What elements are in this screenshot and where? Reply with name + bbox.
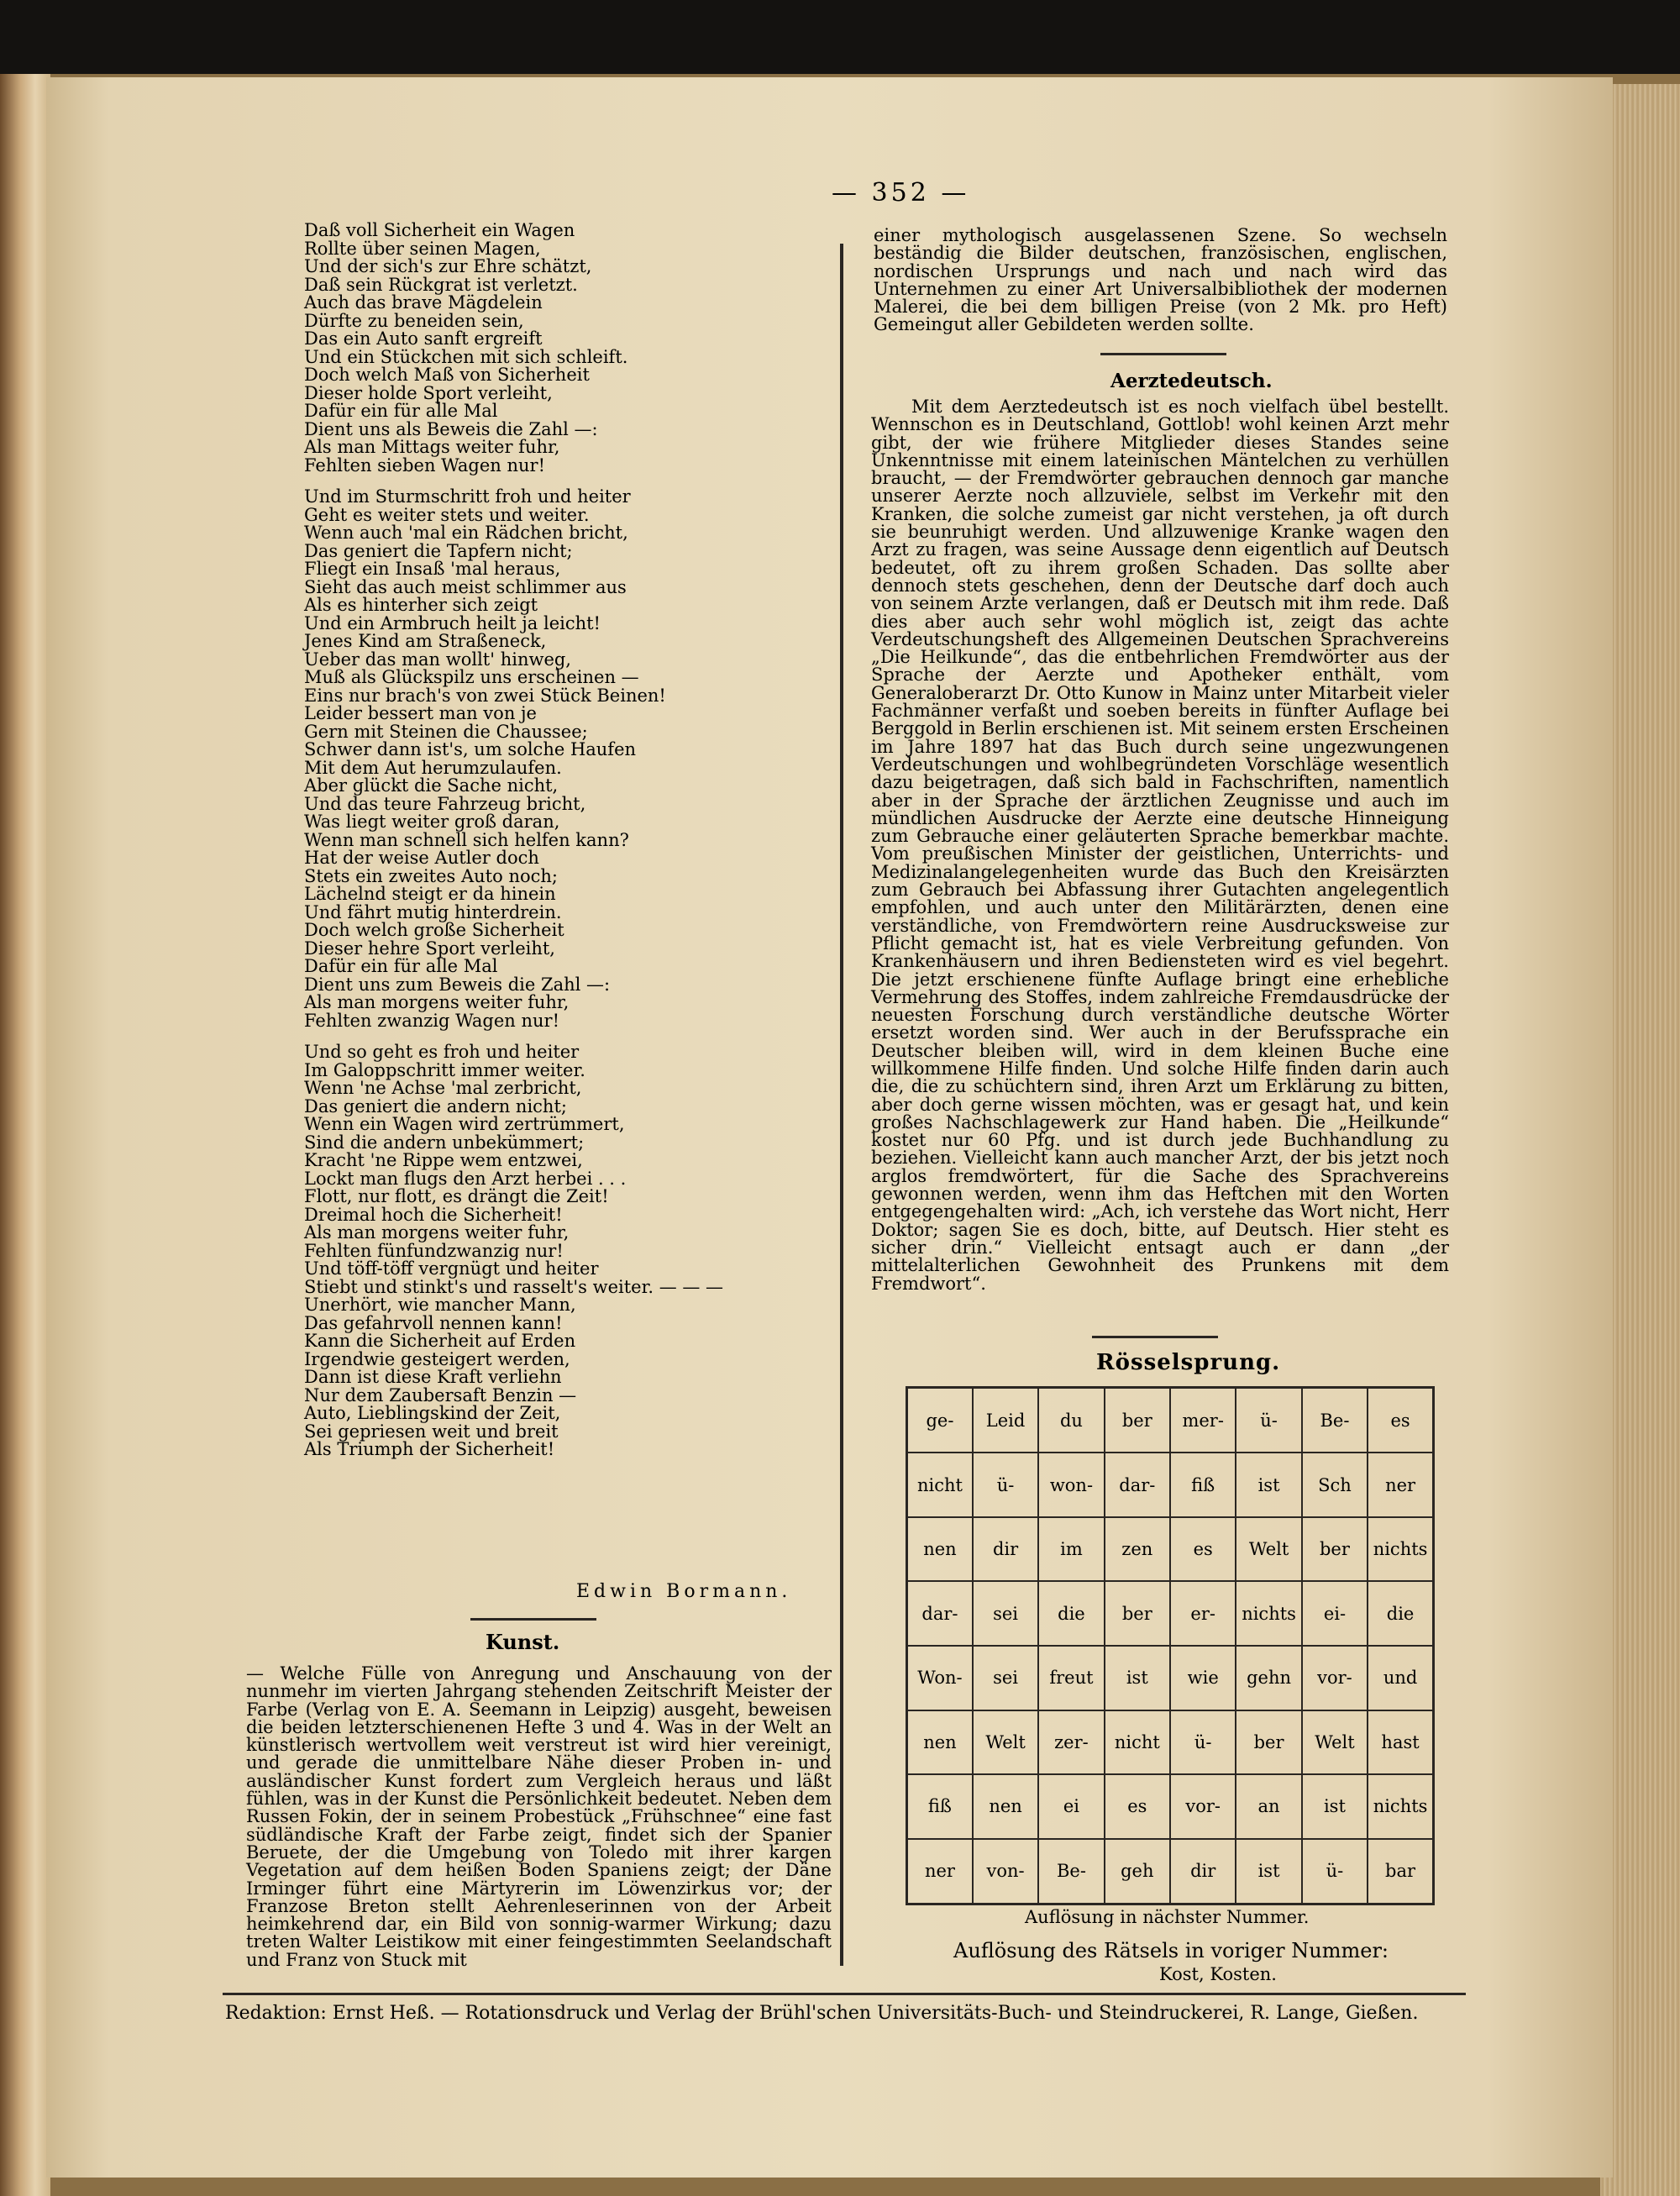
grid-cell: du [1038, 1388, 1104, 1453]
poem-stanza-3 [304, 1043, 808, 1459]
grid-cell: nen [973, 1774, 1038, 1839]
poem-line: Als man morgens weiter fuhr, [304, 992, 570, 1012]
poem-line: Auto, Lieblingskind der Zeit, [304, 1403, 561, 1423]
kunst-continued-text: einer mythologisch ausgelassenen Szene. So wechseln beständig die Bilder deutschen, französischen, englischen, nordischen Ursprungs und nach und nach wird das Unternehmen zu einer Art Universalbibliothek der modernen Malerei, die bei dem billigen Preise (von 2 Mk. pro Heft) Gemeingut aller Gebildeten werden sollte. [874, 225, 1447, 335]
kunst-heading: Kunst. [486, 1630, 560, 1654]
poem-line: Schwer dann ist's, um solche Haufen [304, 739, 637, 759]
grid-row [907, 1517, 1434, 1582]
grid-cell: Won- [907, 1646, 973, 1710]
poem-line: Daß sein Rückgrat ist verletzt. [304, 274, 578, 295]
grid-cell: mer- [1170, 1388, 1236, 1453]
grid-cell: ei- [1302, 1581, 1368, 1646]
poem-line: Sieht das auch meist schlimmer aus [304, 576, 627, 597]
grid-cell: ber [1302, 1517, 1368, 1582]
grid-cell: nicht [1105, 1710, 1170, 1775]
divider [470, 1618, 596, 1621]
poem-line: Das geniert die andern nicht; [304, 1095, 567, 1116]
previous-solution-heading: Auflösung des Rätsels in voriger Nummer: [953, 1939, 1389, 1962]
poem-line: Gern mit Steinen die Chaussee; [304, 721, 588, 742]
poem-line: Fliegt ein Insaß 'mal heraus, [304, 559, 561, 579]
poem-line: Und der sich's zur Ehre schätzt, [304, 256, 592, 276]
grid-cell: won- [1038, 1453, 1104, 1517]
poem-line: Dreimal hoch die Sicherheit! [304, 1204, 563, 1225]
roesselsprung-grid [906, 1386, 1435, 1905]
grid-cell: zer- [1038, 1710, 1104, 1775]
grid-cell: es [1170, 1517, 1236, 1582]
poem-line: Irgendwie gesteigert werden, [304, 1348, 570, 1369]
grid-cell: Leid [973, 1388, 1038, 1453]
column-rule [840, 244, 843, 1966]
poem-line: Wenn ein Wagen wird zertrümmert, [304, 1114, 625, 1134]
grid-cell: zen [1105, 1517, 1170, 1582]
grid-row [907, 1581, 1434, 1646]
poem-line: Flott, nur flott, es drängt die Zeit! [304, 1186, 609, 1206]
poem-line: Eins nur brach's von zwei Stück Beinen! [304, 685, 666, 706]
book-spine [0, 74, 50, 2196]
poem-line: Nur dem Zaubersaft Benzin — [304, 1384, 577, 1405]
grid-cell: fiß [1170, 1453, 1236, 1517]
grid-cell: Welt [973, 1710, 1038, 1775]
divider [1100, 353, 1226, 355]
grid-cell: sei [973, 1581, 1038, 1646]
poem-line: Dient uns als Beweis die Zahl —: [304, 418, 598, 439]
poem-line: Muß als Glückspilz uns erscheinen — [304, 667, 639, 687]
grid-cell: wie [1170, 1646, 1236, 1710]
poem-line: Doch welch Maß von Sicherheit [304, 365, 590, 385]
poem-line: Dürfte zu beneiden sein, [304, 310, 524, 331]
grid-cell: es [1105, 1774, 1170, 1839]
grid-cell: gehn [1236, 1646, 1301, 1710]
grid-cell: ü- [1302, 1839, 1368, 1904]
grid-row [907, 1388, 1434, 1453]
poem-line: Als man Mittags weiter fuhr, [304, 437, 560, 457]
poem-line: Rollte über seinen Magen, [304, 238, 541, 259]
grid-cell: an [1236, 1774, 1301, 1839]
poem-stanza-2 [304, 488, 808, 1030]
poem-line: Lächelnd steigt er da hinein [304, 884, 556, 904]
grid-cell: von- [973, 1839, 1038, 1904]
grid-cell: die [1368, 1581, 1433, 1646]
solution-note: Auflösung in nächster Nummer. [1025, 1907, 1310, 1927]
grid-cell: Be- [1038, 1839, 1104, 1904]
poem-line: Das ein Auto sanft ergreift [304, 328, 543, 349]
poem-line: Daß voll Sicherheit ein Wagen [304, 220, 575, 240]
grid-cell: ber [1105, 1581, 1170, 1646]
poem-line: Und so geht es froh und heiter [304, 1042, 580, 1062]
grid-cell: ner [907, 1839, 973, 1904]
grid-cell: sei [973, 1646, 1038, 1710]
page-number: — 352 — [832, 178, 970, 208]
grid-cell: dar- [907, 1581, 973, 1646]
grid-cell: es [1368, 1388, 1433, 1453]
grid-cell: fiß [907, 1774, 973, 1839]
grid-cell: ist [1236, 1453, 1301, 1517]
grid-cell: Welt [1302, 1710, 1368, 1775]
poem-line: Stets ein zweites Auto noch; [304, 865, 558, 886]
poem-line: Dieser holde Sport verleiht, [304, 382, 553, 403]
poem [304, 222, 808, 1473]
poem-line: Leider bessert man von je [304, 703, 537, 723]
grid-cell: vor- [1302, 1646, 1368, 1710]
divider [1092, 1336, 1218, 1338]
poem-line: Und ein Stückchen mit sich schleift. [304, 346, 628, 367]
poem-line: Was liegt weiter groß daran, [304, 812, 560, 832]
grid-cell: ber [1105, 1388, 1170, 1453]
poem-line: Das geniert die Tapfern nicht; [304, 540, 573, 561]
grid-cell: die [1038, 1581, 1104, 1646]
poem-line: Fehlten fünfundzwanzig nur! [304, 1240, 564, 1261]
poem-line: Dafür ein für alle Mal [304, 401, 498, 421]
footer-rule [223, 1993, 1466, 1995]
poem-line: Und im Sturmschritt froh und heiter [304, 486, 631, 507]
grid-row [907, 1839, 1434, 1904]
poem-line: Wenn auch 'mal ein Rädchen bricht, [304, 523, 628, 543]
grid-cell: vor- [1170, 1774, 1236, 1839]
poem-line: Und ein Armbruch heilt ja leicht! [304, 612, 601, 633]
poem-line: Ueber das man wollt' hinweg, [304, 649, 571, 670]
grid-cell: nichts [1236, 1581, 1301, 1646]
aerzte-heading: Aerztedeutsch. [1110, 370, 1273, 392]
poem-line: Dieser hehre Sport verleiht, [304, 938, 555, 959]
grid-cell: bar [1368, 1839, 1433, 1904]
poem-line: Kracht 'ne Rippe wem entzwei, [304, 1150, 583, 1170]
poem-line: Als man morgens weiter fuhr, [304, 1222, 570, 1242]
poem-line: Mit dem Aut herumzulaufen. [304, 757, 562, 778]
grid-cell: nichts [1368, 1517, 1433, 1582]
roesselsprung-heading: Rösselsprung. [1096, 1350, 1281, 1375]
poem-line: Auch das brave Mägdelein [304, 292, 543, 313]
grid-cell: ist [1105, 1646, 1170, 1710]
grid-cell: nicht [907, 1453, 973, 1517]
grid-cell: im [1038, 1517, 1104, 1582]
grid-cell: Welt [1236, 1517, 1301, 1582]
poem-line: Aber glückt die Sache nicht, [304, 775, 559, 796]
poem-line: Wenn 'ne Achse 'mal zerbricht, [304, 1078, 582, 1098]
poem-line: Dafür ein für alle Mal [304, 956, 498, 976]
poem-line: Jenes Kind am Straßeneck, [304, 631, 547, 651]
poem-line: Geht es weiter stets und weiter. [304, 504, 590, 525]
kunst-text: — Welche Fülle von Anregung und Anschauung von der nunmehr im vierten Jahrgang stehenden Zeitschrift Meister der Farbe (Verlag von E. A. Seemann in Leipzig) ausgeht, beweisen die beiden letzterschienenen Hefte 3 und 4. Was in der Welt an künstlerisch wertvollem weit verstreut ist wird hier vereinigt, und gerade die unmittelbare Nähe dieser Proben in- und ausländischer Kunst fordert zum Vergleich heraus und läßt fühlen, was in der Kunst die Persönlichkeit bedeutet. Neben dem Russen Fokin, der in seinem Probestück „Frühschnee“ eine fast südländische Kraft der Farbe zeigt, findet sich der Spanier Beruete, der die Umgebung von Toledo mit ihrer kargen Vegetation auf dem heißen Boden Spaniens zeigt; der Däne Irminger führt eine Märtyrerin im Löwenzirkus vor; der Franzose Breton stellt Aehrenleserinnen von der Arbeit heimkehrend dar, ein Bild von sonnig-warmer Wirkung; dazu treten Walter Leistikow mit einer feingestimmten Seelandschaft und Franz von Stuck mit [246, 1663, 832, 1970]
poem-line: Als Triumph der Sicherheit! [304, 1439, 555, 1459]
grid-row [907, 1774, 1434, 1839]
poem-line: Sei gepriesen weit und breit [304, 1421, 559, 1442]
grid-cell: er- [1170, 1581, 1236, 1646]
poem-line: Sind die andern unbekümmert; [304, 1132, 585, 1153]
grid-row [907, 1453, 1434, 1517]
grid-cell: Sch [1302, 1453, 1368, 1517]
grid-cell: und [1368, 1646, 1433, 1710]
poem-line: Das gefahrvoll nennen kann! [304, 1312, 563, 1333]
grid-cell: ber [1236, 1710, 1301, 1775]
grid-cell: dar- [1105, 1453, 1170, 1517]
poem-line: Dient uns zum Beweis die Zahl —: [304, 974, 611, 995]
grid-cell: freut [1038, 1646, 1104, 1710]
poem-line: Kann die Sicherheit auf Erden [304, 1331, 576, 1351]
poem-line: Im Galoppschritt immer weiter. [304, 1059, 585, 1080]
grid-cell: ist [1236, 1839, 1301, 1904]
poem-line: Und fährt mutig hinterdrein. [304, 901, 562, 922]
grid-cell: ü- [973, 1453, 1038, 1517]
grid-cell: ei [1038, 1774, 1104, 1839]
poem-line: Dann ist diese Kraft verliehn [304, 1367, 562, 1387]
aerzte-text: Mit dem Aerztedeutsch ist es noch vielfach übel bestellt. Wennschon es in Deutschland, Gottlob! wohl keinen Arzt mehr gibt, der wie frühere Mitglieder dieses Standes seine Unkenntnisse mit einem lateinischen Mäntelchen zu verhüllen braucht, — der Fremdwörter gebrauchen dennoch gar manche unserer Aerzte noch allzuviele, selbst im Verkehr mit den Kranken, die solche zumeist gar nicht verstehen, ja oft durch sie beunruhigt werden. Und allzuwenige Kranke wagen den Arzt zu fragen, was seine Aussage denn eigentlich auf Deutsch bedeutet, oft zu ihrem großen Schaden. Das sollte aber dennoch stets geschehen, denn der Deutsche darf doch auch von seinem Arzte verlangen, daß er Deutsch mit ihm rede. Daß dies aber auch sehr wohl möglich ist, zeigt das achte Verdeutschungsheft des Allgemeinen Deutschen Sprachvereins „Die Heilkunde“, das die entbehrlichen Fremdwörter aus der Sprache der Aerzte und Apotheker enthält, vom Generaloberarzt Dr. Otto Kunow in Mainz unter Mitarbeit vieler Fachmänner verfaßt und soeben bereits in fünfter Auflage bei Berggold in Berlin erschienen ist. Mit seinem ersten Erscheinen im Jahre 1897 hat das Buch durch seine ungezwungenen Verdeutschungen und wohlbegründeten Vorschläge wesentlich dazu beigetragen, daß sich bald in Fachschriften, namentlich aber in der Sprache der ärztlichen Zeugnisse und auch im mündlichen Ausdrucke der Aerzte eine deutsche Hinneigung zum Gebrauche einer geläuterten Sprache bemerkbar machte. Vom preußischen Minister der geistlichen, Unterrichts- und Medizinalangelegenheiten wurde das Buch den Kreisärzten zum Gebrauch bei Abfassung ihrer Gutachten angelegentlich empfohlen, und auch unter den Militärärzten, denen eine verständliche, von Fremdwörtern reine Ausdrucksweise zur Pflicht gemacht ist, hat es viele Verbreitung gefunden. Von Krankenhäusern und ihren Bediensteten wird es viel begehrt. Die jetzt erschienene fünfte Auflage bringt eine erhebliche Vermehrung des Stoffes, indem zahlreiche Fremdausdrücke der neuesten Forschung durch verständliche deutsche Wörter ersetzt worden sind. Wer auch in der Berufssprache ein Deutscher bleiben will, wird in dem kleinen Buche eine willkommene Hilfe finden. Und solche Hilfe finden darin auch die, die zu schüchtern sind, ihren Arzt um Erklärung zu bitten, aber doch gerne wissen möchten, was er gesagt hat, und kein großes Nachschlagewerk zur Hand haben. Die „Heilkunde“ kostet nur 60 Pfg. und ist durch jede Buchhandlung zu beziehen. Vielleicht kann auch mancher Arzt, der bis jetzt noch arglos fremdwörtert, für die Sache des Sprachvereins gewonnen werden, wenn ihm das Heftchen mit den Worten entgegengehalten wird: „Ach, ich verstehe das Wort nicht, Herr Doktor; sagen Sie es doch, bitte, auf Deutsch. Hier steht es sicher drin.“ Vielleicht entsagt auch er dann „der mittelalterlichen Gewohnheit des Prunkens mit dem Fremdwort“. [871, 397, 1449, 1294]
poem-line: Unerhört, wie mancher Mann, [304, 1295, 576, 1315]
poem-line: Fehlten zwanzig Wagen nur! [304, 1010, 560, 1031]
grid-cell: ü- [1170, 1710, 1236, 1775]
poem-line: Und das teure Fahrzeug bricht, [304, 793, 586, 814]
previous-solution-answer: Kost, Kosten. [1159, 1964, 1277, 1984]
grid-cell: ge- [907, 1388, 973, 1453]
grid-cell: Be- [1302, 1388, 1368, 1453]
poem-line: Als es hinterher sich zeigt [304, 595, 538, 615]
grid-row [907, 1646, 1434, 1710]
poem-line: Stiebt und stinkt's und rasselt's weiter. — — — [304, 1276, 724, 1297]
grid-cell: nen [907, 1710, 973, 1775]
grid-cell: nichts [1368, 1774, 1433, 1839]
poem-line: Wenn man schnell sich helfen kann? [304, 829, 629, 850]
grid-cell: ner [1368, 1453, 1433, 1517]
poem-line: Und töff-töff vergnügt und heiter [304, 1258, 599, 1279]
grid-cell: dir [973, 1517, 1038, 1582]
grid-cell: ü- [1236, 1388, 1301, 1453]
grid-cell: hast [1368, 1710, 1433, 1775]
grid-cell: dir [1170, 1839, 1236, 1904]
grid-cell: geh [1105, 1839, 1170, 1904]
footer-imprint: Redaktion: Ernst Heß. — Rotationsdruck und Verlag der Brühl'schen Universitäts-Buch- und Steindruckerei, R. Lange, Gießen. [225, 2003, 1419, 2024]
grid-cell: ist [1302, 1774, 1368, 1839]
poem-line: Hat der weise Autler doch [304, 848, 539, 868]
grid-cell: nen [907, 1517, 973, 1582]
poem-stanza-1 [304, 222, 808, 475]
poem-line: Fehlten sieben Wagen nur! [304, 454, 546, 475]
poem-author: Edwin Bormann. [576, 1581, 792, 1602]
poem-line: Doch welch große Sicherheit [304, 920, 564, 940]
grid-row [907, 1710, 1434, 1775]
poem-line: Lockt man flugs den Arzt herbei . . . [304, 1168, 627, 1189]
